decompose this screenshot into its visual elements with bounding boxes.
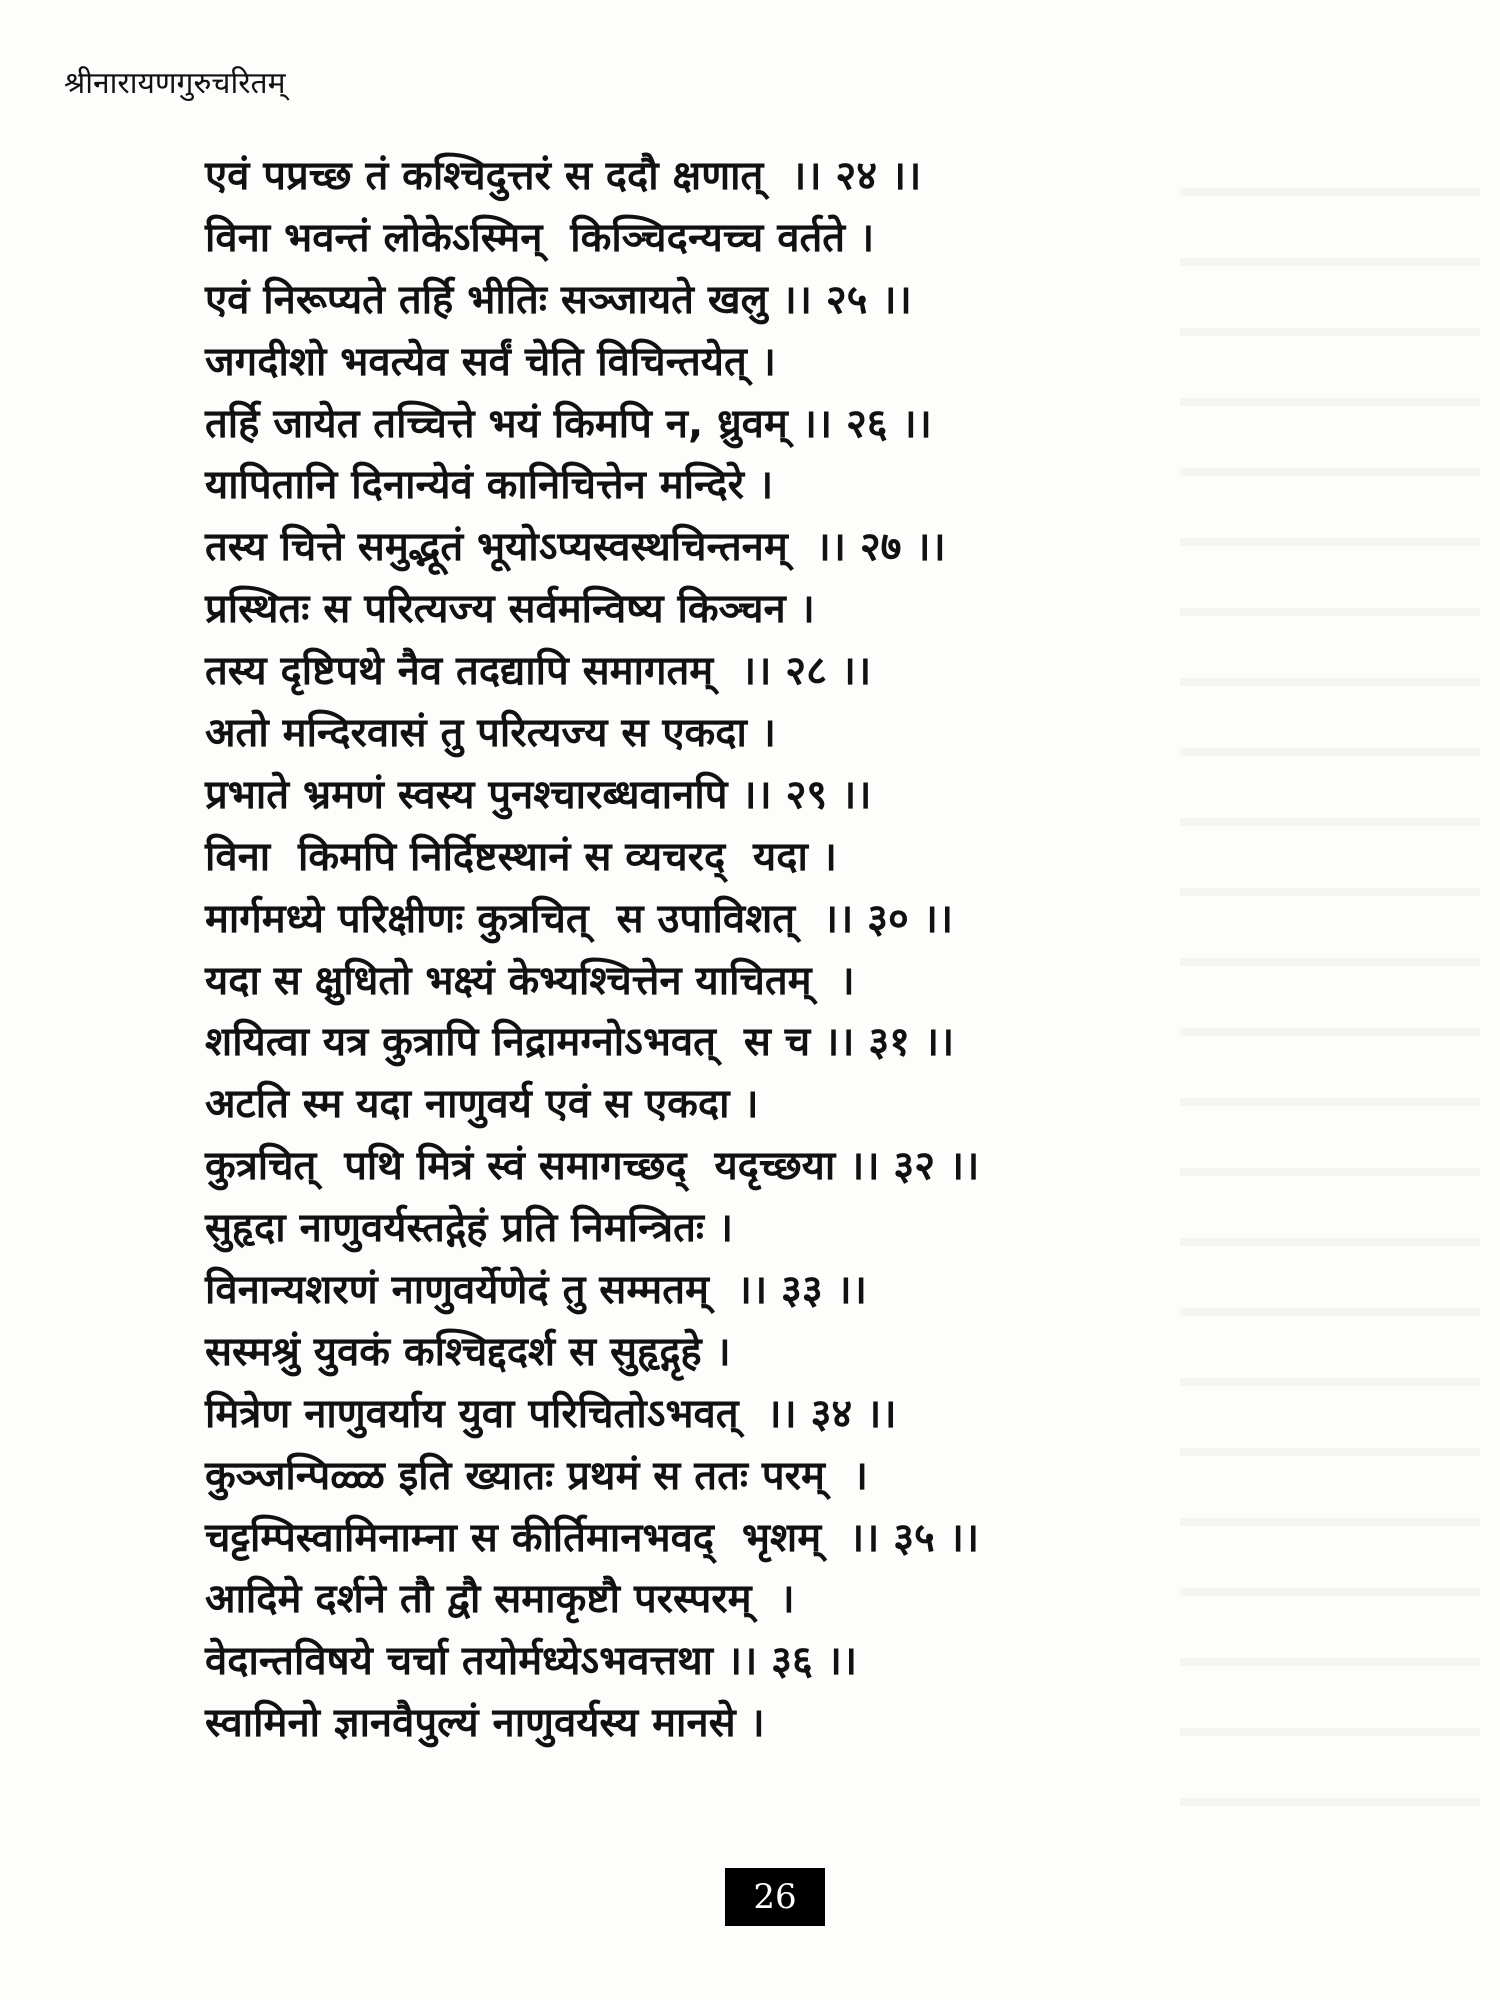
verse-line [205, 703, 1355, 765]
verse-line [205, 1136, 1355, 1198]
verse-line [205, 1074, 1355, 1136]
verse-text: एवं पप्रच्छ तं कश्चिदुत्तरं स ददौ क्षणात् ।। २४ ।। [205, 153, 922, 199]
verse-text: सस्मश्रुं युवकं कश्चिद्ददर्श स सुहृद्गृहे । [205, 1328, 731, 1375]
verse-text: चट्टम्पिस्वामिनाम्ना स कीर्तिमानभवद् भृशम् ।। ३५ ।। [205, 1514, 980, 1561]
verse-text: सुहृदा नाणुवर्यस्तद्गेहं प्रति निमन्त्रितः । [205, 1205, 734, 1252]
verse-text: जगदीशो भवत्येव सर्वं चेति विचिन्तयेत् । [205, 338, 776, 385]
verse-line [205, 765, 1355, 827]
verse-text: विना किमपि निर्दिष्टस्थानं स व्यचरद् यदा । [205, 833, 837, 880]
verse-line [205, 1384, 1355, 1446]
verse-line [205, 889, 1355, 951]
verse-text: यदा स क्षुधितो भक्ष्यं केभ्यश्चित्तेन याचितम् । [205, 957, 855, 1004]
verse-line [205, 517, 1355, 579]
verse-line [205, 1446, 1355, 1508]
verse-text: तर्हि जायेत तच्चित्ते भयं किमपि न, ध्रुवम् ।। २६ ।। [205, 400, 932, 447]
verse-text: कुत्रचित् पथि मित्रं स्वं समागच्छद् यदृच्छया ।। ३२ ।। [205, 1143, 980, 1190]
verse-text: शयित्वा यत्र कुत्रापि निद्रामग्नोऽभवत् स च ।। ३१ ।। [205, 1019, 955, 1066]
verse-text: अटति स्म यदा नाणुवर्य एवं स एकदा । [205, 1081, 759, 1128]
verse-line [205, 1322, 1355, 1384]
verse-line [205, 270, 1355, 332]
verse-text: प्रस्थितः स परित्यज्य सर्वमन्विष्य किञ्चन । [205, 586, 815, 633]
verse-line [205, 579, 1355, 641]
verse-text: कुञ्जन्पिळ्ळ इति ख्यातः प्रथमं स ततः परम् । [205, 1452, 868, 1499]
verse-line [205, 1198, 1355, 1260]
verse-line [205, 951, 1355, 1013]
verse-text: मित्रेण नाणुवर्याय युवा परिचितोऽभवत् ।। ३४ ।। [205, 1390, 897, 1437]
verse-line [205, 1012, 1355, 1074]
verse-text: प्रभाते भ्रमणं स्वस्य पुनश्चारब्धवानपि ।। २९ ।। [205, 771, 872, 818]
verse-line [205, 332, 1355, 394]
verse-block [205, 146, 1355, 1755]
verse-line [205, 1569, 1355, 1631]
verse-line [205, 827, 1355, 889]
verse-text: तस्य दृष्टिपथे नैव तदद्यापि समागतम् ।। २८ ।। [205, 648, 872, 695]
verse-line [205, 146, 1355, 208]
verse-line [205, 1260, 1355, 1322]
verse-line [205, 394, 1355, 456]
verse-line [205, 641, 1355, 703]
page-number: 26 [725, 1868, 825, 1926]
verse-text: विनान्यशरणं नाणुवर्येणेदं तु सम्मतम् ।। ३३ ।। [205, 1267, 867, 1314]
verse-line [205, 1508, 1355, 1570]
verse-text: मार्गमध्ये परिक्षीणः कुत्रचित् स उपाविशत् ।। ३० ।। [205, 895, 954, 942]
verse-text: स्वामिनो ज्ञानवैपुल्यं नाणुवर्यस्य मानसे । [205, 1700, 765, 1747]
verse-text: अतो मन्दिरवासं तु परित्यज्य स एकदा । [205, 710, 776, 757]
verse-text: तस्य चित्ते समुद्भूतं भूयोऽप्यस्वस्थचिन्तनम् ।। २७ ।। [205, 524, 946, 571]
verse-text: यापितानि दिनान्येवं कानिचित्तेन मन्दिरे । [205, 462, 774, 509]
verse-text: वेदान्तविषये चर्चा तयोर्मध्येऽभवत्तथा ।। ३६ ।। [205, 1638, 858, 1685]
running-header: श्रीनारायणगुरुचरितम् [64, 66, 286, 101]
verse-text: आदिमे दर्शने तौ द्वौ समाकृष्टौ परस्परम् । [205, 1576, 795, 1623]
verse-line [205, 455, 1355, 517]
verse-line [205, 1693, 1355, 1755]
verse-text: एवं निरूप्यते तर्हि भीतिः सञ्जायते खलु ।। २५ ।। [205, 276, 912, 323]
verse-text: विना भवन्तं लोकेऽस्मिन् किञ्चिदन्यच्च वर्तते । [205, 214, 875, 261]
verse-line [205, 1631, 1355, 1693]
verse-line [205, 208, 1355, 270]
